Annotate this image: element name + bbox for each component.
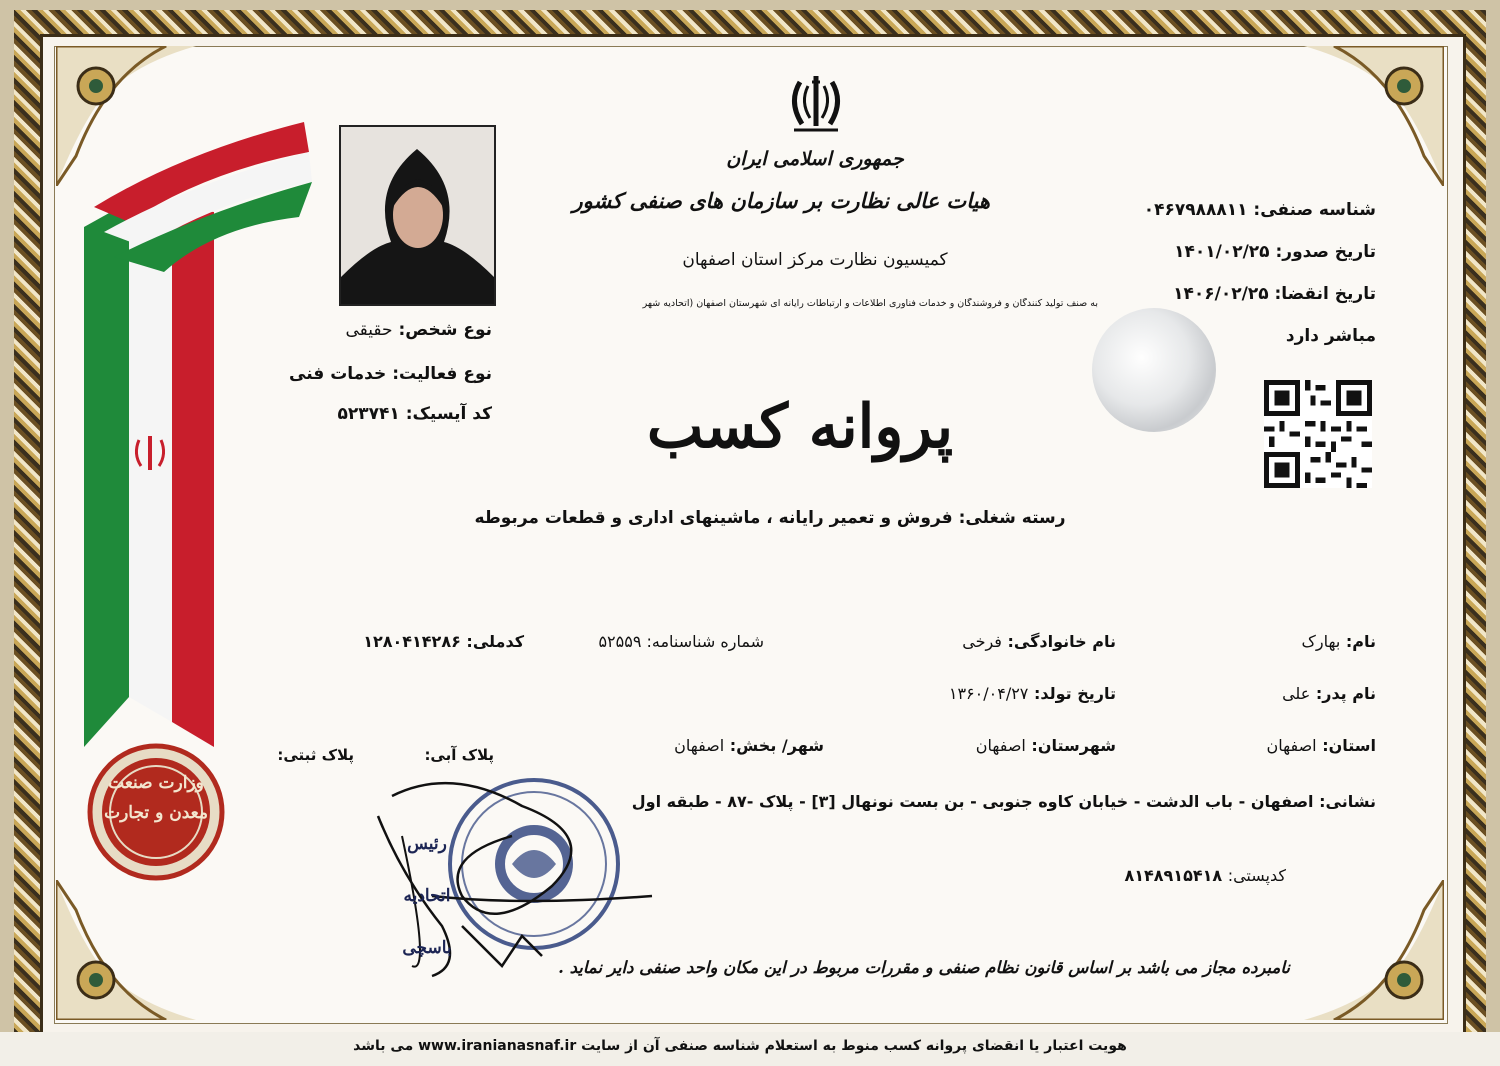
union-line: به صنف تولید کنندگان و فروشندگان و خدمات فناوری اطلاعات و ارتباطات رایانه ای شهرستان اصفهان (اتحادیه شهر	[642, 298, 1098, 309]
permission-notice: نامبرده مجاز می باشد بر اساس قانون نظام صنفی و مقررات مربوط در این مکان واحد صنفی دایر نماید .	[558, 958, 1290, 977]
expiry-date-label: تاریخ انقضا:	[1274, 284, 1376, 304]
country-title: جمهوری اسلامی ایران	[726, 148, 904, 170]
city-label: شهر/ بخش:	[729, 736, 824, 755]
corner-ornament-top-right	[1304, 46, 1444, 186]
person-type-value: حقیقی	[345, 320, 393, 340]
flag-ribbon	[84, 112, 324, 752]
national-code-field	[340, 632, 524, 651]
category-label: رسته شغلی:	[958, 508, 1066, 528]
postal-value: ۸۱۴۸۹۱۵۴۱۸	[1124, 866, 1223, 885]
issue-date	[1150, 242, 1376, 262]
activity-type	[289, 364, 492, 384]
national-code-value: ۱۲۸۰۴۱۴۲۸۶	[363, 632, 461, 651]
province-value: اصفهان	[1266, 736, 1317, 755]
city-value: اصفهان	[674, 736, 725, 755]
iran-emblem-icon	[786, 72, 846, 134]
address-value: اصفهان - باب الدشت - خیابان کاوه جنوبی - بن بست نونهال [۳] - پلاک -۸۷ - طبقه اول	[631, 792, 1314, 811]
ministry-seal-text: وزارت صنعت معدن و تجارت	[104, 773, 208, 823]
board-title: هیات عالی نظارت بر سازمان های صنفی کشور	[572, 188, 990, 213]
birth-date-value: ۱۳۶۰/۰۴/۲۷	[948, 684, 1029, 703]
county-field	[960, 736, 1116, 755]
activity-type-value: خدمات فنی	[289, 364, 387, 384]
birth-cert-value: ۵۲۵۵۹	[598, 632, 642, 651]
postal-field	[1090, 866, 1286, 885]
person-type-label: نوع شخص:	[398, 320, 492, 340]
birth-date-field	[900, 684, 1116, 703]
isic-code	[306, 404, 492, 424]
name-field	[1230, 632, 1376, 651]
father-label: نام پدر:	[1315, 684, 1376, 703]
birth-cert-field	[560, 632, 764, 651]
business-category	[440, 508, 1100, 528]
name-label: نام:	[1345, 632, 1376, 651]
license-title: پروانه کسب	[646, 392, 954, 462]
province-label: استان:	[1322, 736, 1376, 755]
expiry-date-value: ۱۴۰۶/۰۲/۲۵	[1173, 284, 1269, 304]
isic-value: ۵۲۳۷۴۱	[337, 404, 400, 424]
guild-id	[1143, 200, 1376, 220]
family-value: فرخی	[962, 632, 1002, 651]
hologram-sticker	[1092, 308, 1216, 432]
province-field	[1230, 736, 1376, 755]
activity-type-label: نوع فعالیت:	[392, 364, 492, 384]
corner-ornament-bottom-left	[56, 880, 196, 1020]
national-code-label: کدملی:	[466, 632, 524, 651]
person-type	[316, 320, 492, 340]
guild-id-value: ۰۴۶۷۹۸۸۸۱۱	[1143, 200, 1248, 220]
name-value: بهارک	[1301, 632, 1341, 651]
father-value: علی	[1282, 684, 1311, 703]
address-field	[600, 792, 1376, 811]
blue-plate-label: پلاک آبی:	[424, 746, 494, 764]
commission-title: کمیسیون نظارت مرکز استان اصفهان	[682, 250, 948, 270]
reg-plate-label: پلاک ثبتی:	[277, 746, 354, 764]
father-field	[1230, 684, 1376, 703]
postal-label: کدپستی:	[1227, 866, 1286, 885]
guild-id-label: شناسه صنفی:	[1253, 200, 1376, 220]
isic-label: کد آیسیک:	[405, 404, 492, 424]
family-field	[920, 632, 1116, 651]
county-label: شهرستان:	[1031, 736, 1116, 755]
family-label: نام خانوادگی:	[1007, 632, 1116, 651]
issue-date-value: ۱۴۰۱/۰۲/۲۵	[1174, 242, 1270, 262]
expiry-date	[1150, 284, 1376, 304]
stamp-signature-text: رئیس اتحادیه باسچی	[402, 834, 452, 958]
direct-supervisor: مباشر دارد	[1285, 326, 1376, 346]
category-value: فروش و تعمیر رایانه ، ماشینهای اداری و قطعات مربوطه	[474, 508, 953, 528]
address-label: نشانی:	[1319, 792, 1376, 811]
corner-ornament-bottom-right	[1304, 880, 1444, 1020]
city-field	[660, 736, 824, 755]
footer-note: هویت اعتبار یا انقضای پروانه کسب منوط به استعلام شناسه صنفی آن از سایت www.iranianasnaf.ir می باشد	[353, 1038, 1127, 1054]
issue-date-label: تاریخ صدور:	[1275, 242, 1376, 262]
birth-date-label: تاریخ تولد:	[1033, 684, 1116, 703]
county-value: اصفهان	[975, 736, 1026, 755]
holder-photo	[339, 125, 496, 306]
qr-code	[1264, 380, 1372, 488]
birth-cert-label: شماره شناسنامه:	[646, 632, 764, 651]
